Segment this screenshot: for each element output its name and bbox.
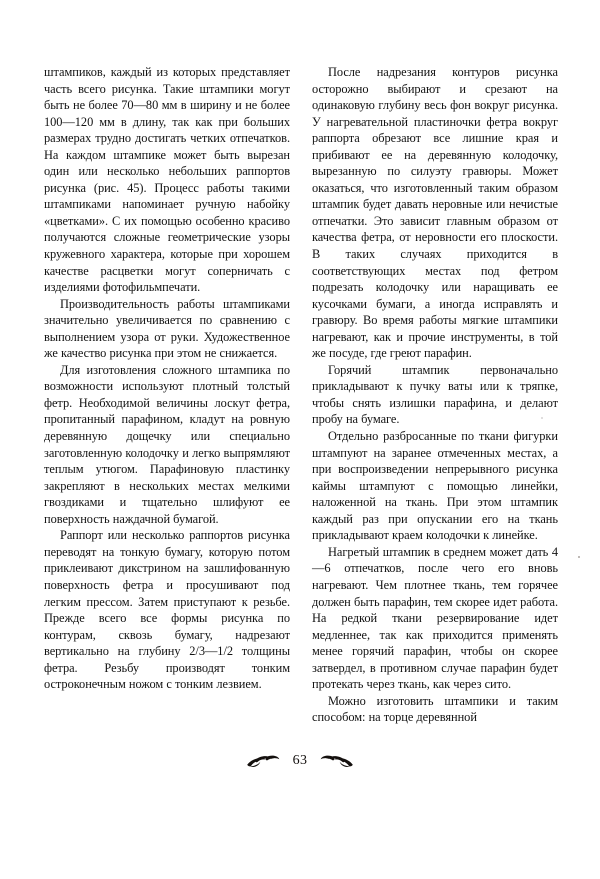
scan-speck bbox=[541, 417, 543, 419]
page-footer bbox=[0, 748, 600, 774]
paragraph: штампиков, каждый из которых представляет часть всего рисунка. Такие штампики могут быть не более 70—80 мм в ширину и не более 100—120 мм в длину, так как при больших размерах трудно достигать четких отпечатков. На каждом штампике может быть вырезан один или несколько небольших раппортов рисунка (рис. 45). Процесс работы такими штампиками напоминает ручную набойку «цветками». С их помощью особенно красиво получаются сложные геометрические узоры кружевного характера, которые при хорошем качестве расцветки могут соперничать с изделиями фотофильмпечати. bbox=[44, 65, 290, 295]
paragraph: Можно изготовить штампики и таким способом: на торце деревянной bbox=[312, 693, 558, 725]
paragraph: Нагретый штампик в среднем может дать 4—6 отпечатков, после чего его вновь нагревают. Чем плотнее ткань, тем горячее должен быть парафин, тем скорее идет работа. На редкой ткани резервирование идет медленнее, так как приходится применять менее горячий парафин, чтобы он скорее затвердел, в противном случае парафин будет протекать через ткань, как через сито. bbox=[312, 544, 558, 692]
leaf-flourish-left-icon bbox=[246, 753, 280, 769]
left-text-column bbox=[44, 64, 290, 726]
paragraph: Горячий штампик первоначально прикладывают к пучку ваты или к тряпке, чтобы снять излишки парафина, и делают пробу на бумаге. bbox=[312, 362, 558, 427]
text-body bbox=[44, 64, 558, 726]
right-text-column bbox=[312, 64, 558, 726]
scan-speck bbox=[578, 556, 580, 558]
paragraph: Производительность работы штампиками значительно увеличивается по сравнению с выполнением узора от руки. Художественное же качество рисунка при этом не снижается. bbox=[44, 296, 290, 361]
paragraph: Для изготовления сложного штампика по возможности используют плотный толстый фетр. Необходимой величины лоскут фетра, пропитанный парафином, кладут на ровную деревянную дощечку или специально заготовленную колодочку и легко выпрямляют теплым утюгом. Парафиновую пластинку закрепляют в нескольких местах мелкими гвоздиками и тщательно шлифуют ее поверхность наждачной бумагой. bbox=[44, 362, 290, 526]
page-number: 63 bbox=[292, 753, 308, 768]
leaf-flourish-right-icon bbox=[320, 753, 354, 769]
paragraph: После надрезания контуров рисунка осторожно выбирают и срезают на одинаковую глубину весь фон вокруг рисунка. У нагревательной пластиночки фетра вокруг раппорта обрезают все лишние края и прибивают ее на деревянную колодочку, вырезанную по силуэту гравюры. Может оказаться, что изготовленный таким образом штампик будет давать неровные или нечистые отпечатки. Это зависит главным образом от качества фетра, от неровности его плоскости. В таких случаях приходится в соответствующих местах под фетром подрезать колодочку или наращивать ее кусочками бумаги, а иногда исправлять и гравюру. Во время работы мягкие штампики нагревают, как и прочие инструменты, в той же посуде, где греют парафин. bbox=[312, 65, 558, 361]
paragraph: Отдельно разбросанные по ткани фигурки штампуют на заранее отмеченных местах, а при воспроизведении непрерывного рисунка каймы штампуют с помощью линейки, наложенной на ткань. При этом штампик каждый раз при опускании его на ткань прикладывают краем колодочки к линейке. bbox=[312, 429, 558, 543]
paragraph: Раппорт или несколько раппортов рисунка переводят на тонкую бумагу, которую потом приклеивают дикстрином на зашлифованную поверхность фетра и просушивают под легким прессом. Затем приступают к резьбе. Прежде всего все формы рисунка по контурам, сквозь бумагу, надрезают вертикально на глубину 2/3—1/2 толщины фетра. Резьбу производят тонким остроконечным ножом с тонким лезвием. bbox=[44, 528, 290, 692]
